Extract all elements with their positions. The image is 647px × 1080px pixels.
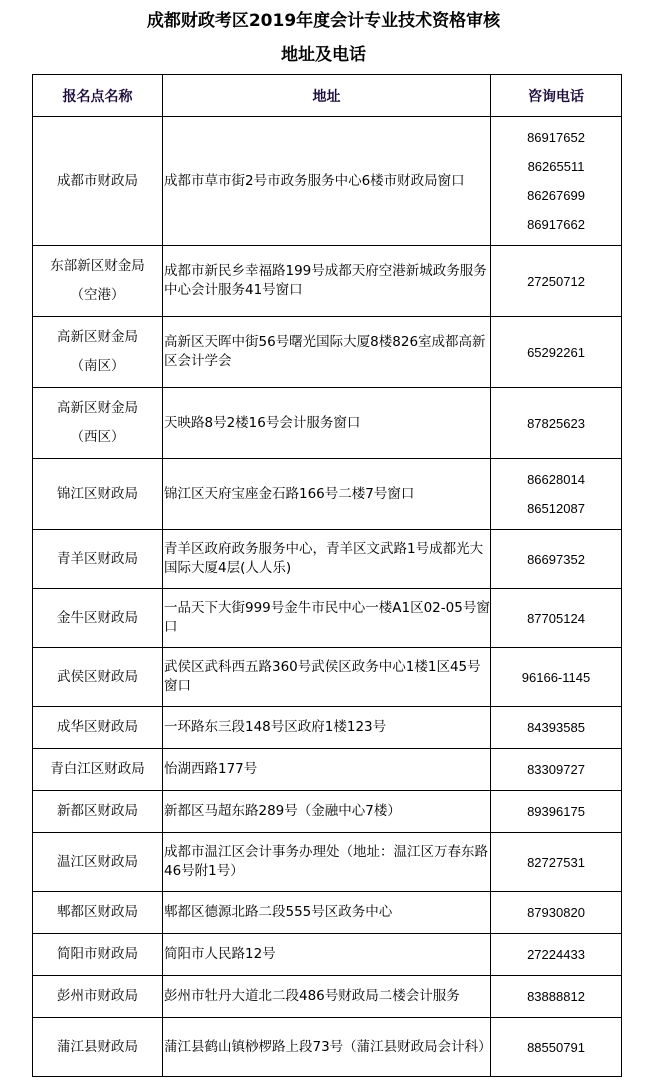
header-name: 报名点名称 xyxy=(33,75,163,117)
site-address: 怡湖西路177号 xyxy=(163,749,491,791)
table-row xyxy=(33,648,622,707)
phone-number: 86265511 xyxy=(527,159,585,174)
site-name-line: 简阳市财政局 xyxy=(57,946,138,962)
phone-number: 86917652 xyxy=(527,130,585,145)
site-name-line: 武侯区财政局 xyxy=(57,668,138,685)
phone-number: 86697352 xyxy=(527,551,585,567)
table-row xyxy=(33,117,622,246)
site-name-line: （西区） xyxy=(70,429,125,445)
site-name xyxy=(33,833,163,892)
phone-number: 83888812 xyxy=(527,989,585,1004)
site-name-line: 锦江区财政局 xyxy=(57,485,138,502)
table-header-row xyxy=(33,75,622,117)
site-address: 武侯区武科西五路360号武侯区政务中心1楼1区45号窗口 xyxy=(163,648,491,707)
site-phone xyxy=(491,648,622,707)
phone-number: 83309727 xyxy=(527,762,585,777)
site-phone xyxy=(491,459,622,530)
site-name xyxy=(33,246,163,317)
site-address: 郫都区德源北路二段555号区政务中心 xyxy=(163,892,491,934)
table-row xyxy=(33,791,622,833)
site-phone xyxy=(491,791,622,833)
phone-number: 84393585 xyxy=(527,720,585,735)
site-name xyxy=(33,749,163,791)
site-phone xyxy=(491,833,622,892)
phone-number: 96166-1145 xyxy=(521,669,591,685)
site-address: 彭州市牡丹大道北二段486号财政局二楼会计服务 xyxy=(163,976,491,1018)
site-name-line: 东部新区财金局 xyxy=(50,258,145,274)
table-row xyxy=(33,892,622,934)
site-name-line: （南区） xyxy=(70,358,125,374)
site-name-line: 温江区财政局 xyxy=(57,853,138,870)
site-address: 一环路东三段148号区政府1楼123号 xyxy=(163,707,491,749)
table-row xyxy=(33,246,622,317)
site-name xyxy=(33,892,163,934)
site-address: 青羊区政府政务服务中心，青羊区文武路1号成都光大国际大厦4层(人人乐) xyxy=(163,530,491,589)
site-name xyxy=(33,976,163,1018)
phone-number: 88550791 xyxy=(527,1039,585,1055)
site-name-line: 新都区财政局 xyxy=(57,803,138,819)
site-address: 成都市温江区会计事务办理处（地址：温江区万春东路46号附1号） xyxy=(163,833,491,892)
phone-number: 86512087 xyxy=(527,501,585,516)
site-name xyxy=(33,648,163,707)
site-address: 新都区马超东路289号（金融中心7楼） xyxy=(163,791,491,833)
site-address: 高新区天晖中街56号曙光国际大厦8楼826室成都高新区会计学会 xyxy=(163,317,491,388)
phone-number: 27224433 xyxy=(527,947,585,962)
phone-number: 86917662 xyxy=(527,217,585,232)
site-name-line: 高新区财金局 xyxy=(57,400,138,416)
table-row xyxy=(33,589,622,648)
header-address: 地址 xyxy=(163,75,491,117)
site-address: 蒲江县鹤山镇桫椤路上段73号（蒲江县财政局会计科） xyxy=(163,1018,491,1077)
phone-number: 27250712 xyxy=(527,273,585,289)
site-name xyxy=(33,117,163,246)
site-name-line: 青羊区财政局 xyxy=(57,550,138,567)
site-address: 天映路8号2楼16号会计服务窗口 xyxy=(163,388,491,459)
site-phone xyxy=(491,934,622,976)
site-name xyxy=(33,934,163,976)
phone-number: 87825623 xyxy=(527,415,585,431)
phone-number: 65292261 xyxy=(527,344,585,360)
site-phone xyxy=(491,388,622,459)
site-name xyxy=(33,589,163,648)
site-address: 成都市草市街2号市政务服务中心6楼市财政局窗口 xyxy=(163,117,491,246)
site-phone xyxy=(491,976,622,1018)
phone-number: 86267699 xyxy=(527,188,585,203)
site-phone xyxy=(491,707,622,749)
site-name xyxy=(33,388,163,459)
site-phone xyxy=(491,530,622,589)
table-row xyxy=(33,317,622,388)
site-name xyxy=(33,317,163,388)
site-name xyxy=(33,1018,163,1077)
site-name-line: 青白江区财政局 xyxy=(50,761,145,777)
header-phone: 咨询电话 xyxy=(491,75,622,117)
site-phone xyxy=(491,892,622,934)
site-name-line: 成华区财政局 xyxy=(57,719,138,735)
site-name xyxy=(33,530,163,589)
table-row xyxy=(33,934,622,976)
phone-number: 89396175 xyxy=(527,804,585,819)
site-name-line: 郫都区财政局 xyxy=(57,904,138,920)
phone-number: 87705124 xyxy=(527,610,585,626)
site-name-line: 金牛区财政局 xyxy=(57,609,138,626)
site-phone xyxy=(491,749,622,791)
site-name-line: 成都市财政局 xyxy=(57,172,138,189)
table-row xyxy=(33,388,622,459)
site-phone xyxy=(491,1018,622,1077)
table-row xyxy=(33,1018,622,1077)
table-row xyxy=(33,459,622,530)
table-row xyxy=(33,530,622,589)
site-phone xyxy=(491,117,622,246)
table-row xyxy=(33,707,622,749)
site-address: 一品天下大街999号金牛市民中心一楼A1区02-05号窗口 xyxy=(163,589,491,648)
site-name-line: 蒲江县财政局 xyxy=(57,1038,138,1055)
site-address: 简阳市人民路12号 xyxy=(163,934,491,976)
site-name-line: 彭州市财政局 xyxy=(57,988,138,1004)
site-name xyxy=(33,707,163,749)
site-phone xyxy=(491,246,622,317)
document-title: 成都财政考区2019年度会计专业技术资格审核 xyxy=(146,11,501,31)
site-name xyxy=(33,791,163,833)
table-row xyxy=(33,976,622,1018)
phone-number: 86628014 xyxy=(527,472,585,487)
table-row xyxy=(33,833,622,892)
site-phone xyxy=(491,317,622,388)
phone-number: 82727531 xyxy=(527,854,585,870)
registration-sites-table xyxy=(32,74,622,1077)
site-address: 成都市新民乡幸福路199号成都天府空港新城政务服务中心会计服务41号窗口 xyxy=(163,246,491,317)
site-name-line: 高新区财金局 xyxy=(57,329,138,345)
site-name-line: （空港） xyxy=(70,287,125,303)
site-phone xyxy=(491,589,622,648)
site-name xyxy=(33,459,163,530)
phone-number: 87930820 xyxy=(527,905,585,920)
site-address: 锦江区天府宝座金石路166号二楼7号窗口 xyxy=(163,459,491,530)
document-subtitle: 地址及电话 xyxy=(281,45,366,65)
table-row xyxy=(33,749,622,791)
